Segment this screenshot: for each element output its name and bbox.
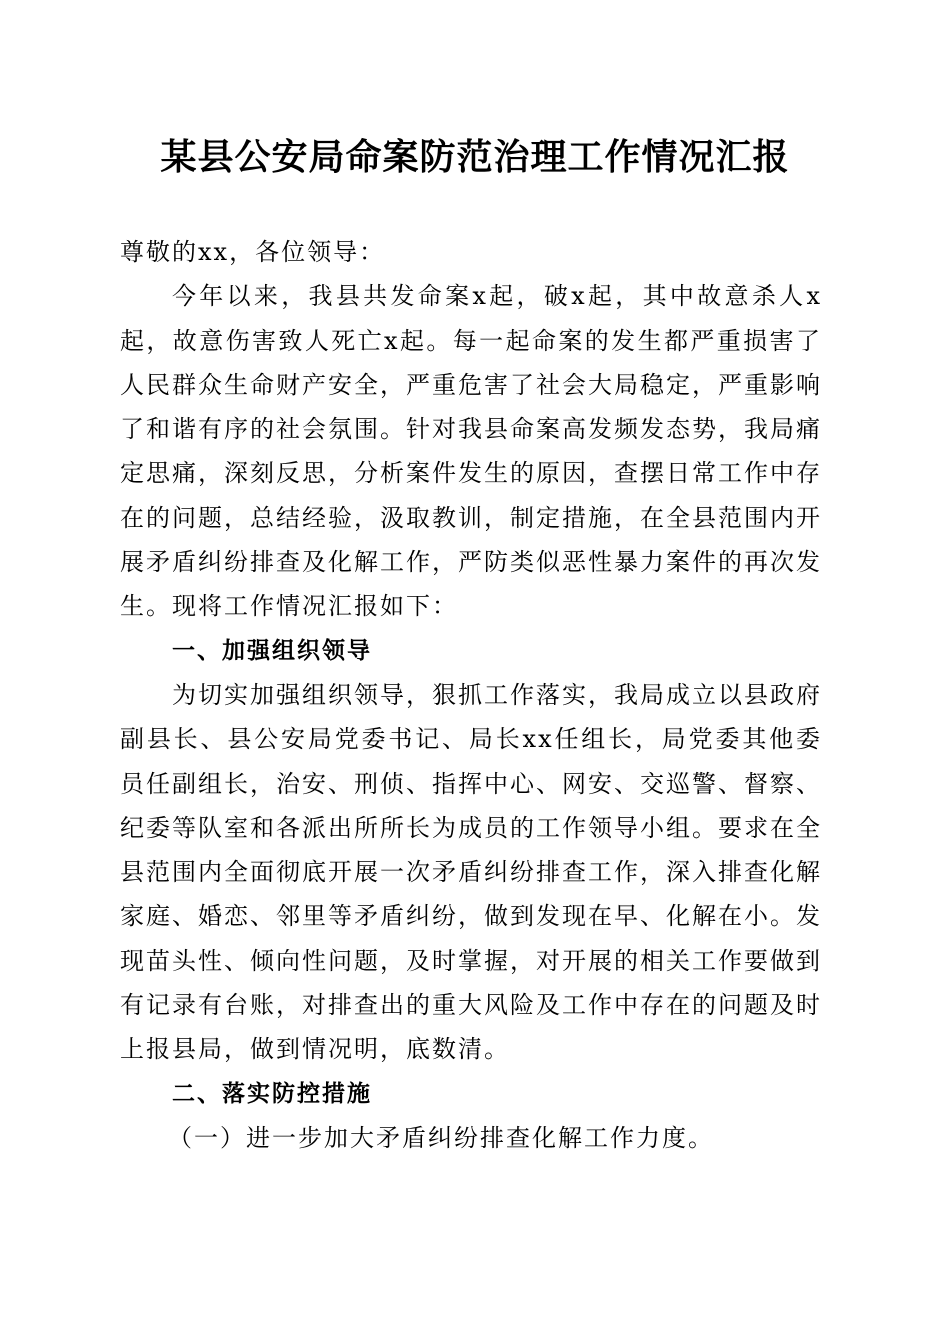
section-2-subheading-1: （一）进一步加大矛盾纠纷排查化解工作力度。 <box>168 1123 714 1152</box>
intro-paragraph: 今年以来，我县共发命案x起，破x起，其中故意杀人x起，故意伤害致人死亡x起。每一起命案的发生都严重损害了人民群众生命财产安全，严重危害了社会大局稳定，严重影响了和谐有序的社会氛围。针对我县命案高发频发态势，我局痛定思痛，深刻反思，分析案件发生的原因，查摆日常工作中存在的问题，总结经验，汲取教训，制定措施，在全县范围内开展矛盾纠纷排查及化解工作，严防类似恶性暴力案件的再次发生。现将工作情况汇报如下： <box>120 282 822 621</box>
section-2-heading: 二、落实防控措施 <box>172 1080 372 1107</box>
section-1-heading: 一、加强组织领导 <box>172 637 372 664</box>
salutation: 尊敬的xx，各位领导： <box>120 238 386 266</box>
document-body <box>120 230 822 1160</box>
document-title: 某县公安局命案防范治理工作情况汇报 <box>160 136 790 178</box>
section-1-paragraph: 为切实加强组织领导，狠抓工作落实，我局成立以县政府副县长、县公安局党委书记、局长xx任组长，局党委其他委员任副组长，治安、刑侦、指挥中心、网安、交巡警、督察、纪委等队室和各派出所所长为成员的工作领导小组。要求在全县范围内全面彻底开展一次矛盾纠纷排查工作，深入排查化解家庭、婚恋、邻里等矛盾纠纷，做到发现在早、化解在小。发现苗头性、倾向性问题，及时掌握，对开展的相关工作要做到有记录有台账，对排查出的重大风险及工作中存在的问题及时上报县局，做到情况明，底数清。 <box>120 680 822 1064</box>
